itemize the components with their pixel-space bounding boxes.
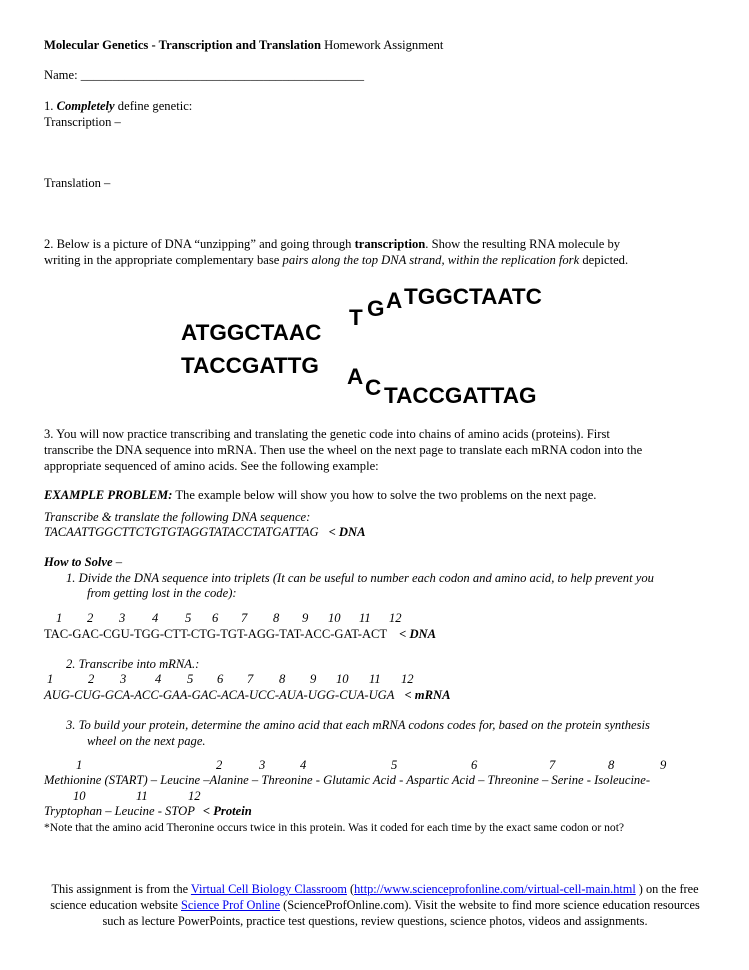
footer-text: science education website <box>50 897 181 912</box>
title-bold: Molecular Genetics - Transcription and Translation <box>44 38 321 52</box>
codon-number: 10 <box>336 672 349 686</box>
footer-text: (ScienceProfOnline.com). Visit the website to find more science education resources <box>280 897 700 912</box>
codon-number: 7 <box>241 611 248 625</box>
dna-codons: TAC-GAC-CGU-TGG-CTT-CTG-TGT-AGG-TAT-ACC-GAT-ACT <box>44 627 388 641</box>
q2-line2-a: writing in the appropriate complementary base <box>44 253 283 267</box>
mrna-codons-tag: < mRNA <box>404 688 451 702</box>
question-3-line-3: appropriate sequenced of amino acids. See the following example: <box>44 459 379 473</box>
amino-acid-number: 6 <box>471 758 478 772</box>
how-to-dash: – <box>112 555 123 569</box>
question-3-line-1: 3. You will now practice transcribing and translating the genetic code into chains of amino acids (proteins). First <box>44 427 610 441</box>
q2-text-a: 2. Below is a picture of DNA “unzipping” and going through <box>44 237 355 251</box>
footer-text: ( <box>346 882 355 896</box>
footer-text: ) on the free <box>635 882 699 896</box>
mrna-codon-numbers <box>0 672 749 688</box>
codon-number: 1 <box>47 672 54 686</box>
dna-fork-bottom-base-2: C <box>365 375 382 400</box>
title-rest: Homework Assignment <box>320 38 444 52</box>
how-to-label: How to Solve <box>44 555 113 569</box>
footer-text: This assignment is from the <box>51 882 191 896</box>
amino-acid-number: 5 <box>391 758 398 772</box>
q1-emphasis: Completely <box>56 99 115 113</box>
codon-number: 4 <box>155 672 162 686</box>
amino-acid-number: 11 <box>136 789 148 803</box>
translation-label: Translation – <box>44 176 111 190</box>
virtual-cell-main-url-link[interactable]: http://www.scienceprofonline.com/virtual-cell-main.html <box>354 882 636 896</box>
amino-acid-number: 1 <box>76 758 83 772</box>
question-1 <box>44 99 192 114</box>
amino-acid-number: 9 <box>660 758 667 772</box>
mrna-codons: AUG-CUG-GCA-ACC-GAA-GAC-ACA-UCC-AUA-UGG-CUA-UGA <box>44 688 395 702</box>
mrna-codon-row <box>44 688 450 703</box>
document-title <box>44 38 443 53</box>
dna-fork-bottom-base-1: A <box>347 364 364 389</box>
codon-number: 7 <box>247 672 254 686</box>
codon-number: 9 <box>310 672 317 686</box>
codon-number: 1 <box>56 611 63 625</box>
codon-number: 6 <box>217 672 224 686</box>
amino-acid-number: 2 <box>216 758 223 772</box>
question-3-line-2: transcribe the DNA sequence into mRNA. Then use the wheel on the next page to translate each mRNA codon into the <box>44 443 643 457</box>
q2-text-b: . Show the resulting RNA molecule by <box>425 237 621 251</box>
q2-bold: transcription <box>354 237 426 251</box>
q1-text: define genetic: <box>114 99 193 113</box>
codon-number: 8 <box>279 672 286 686</box>
dna-fork-top-base-2: G <box>367 296 385 321</box>
dna-codons-tag: < DNA <box>399 627 437 641</box>
step-1-line-2: from getting lost in the code): <box>87 586 237 600</box>
dna-fork-top-base-3: A <box>386 288 403 313</box>
step-3-line-1: 3. To build your protein, determine the amino acid that each mRNA codons codes for, based on the protein synthesis <box>66 718 650 732</box>
example-text: The example below will show you how to solve the two problems on the next page. <box>172 488 597 502</box>
how-to-solve-heading <box>44 555 122 570</box>
codon-number: 5 <box>185 611 192 625</box>
protein-line-2-text: Tryptophan – Leucine - STOP <box>44 804 195 818</box>
virtual-cell-biology-classroom-link[interactable]: Virtual Cell Biology Classroom <box>190 882 347 896</box>
amino-acid-number: 10 <box>73 789 86 803</box>
step-2: 2. Transcribe into mRNA.: <box>66 657 200 671</box>
protein-numbers-row-1 <box>0 758 749 774</box>
protein-line-2 <box>44 804 252 819</box>
footer-line-3: such as lecture PowerPoints, practice test questions, review questions, science photos, videos and assignments. <box>102 913 648 928</box>
footer-line-2 <box>40 898 710 914</box>
question-2-line-2 <box>44 253 628 268</box>
codon-number: 12 <box>401 672 414 686</box>
name-line: Name: _____________________________________________ <box>44 68 365 82</box>
amino-acid-number: 12 <box>188 789 201 803</box>
science-prof-online-link[interactable]: Science Prof Online <box>181 897 281 912</box>
step-3-line-2: wheel on the next page. <box>87 734 206 748</box>
dna-sequence-tag: < DNA <box>328 525 366 539</box>
codon-number: 10 <box>328 611 341 625</box>
codon-number: 8 <box>273 611 280 625</box>
footer-line-1 <box>40 882 710 898</box>
dna-right-bottom-strand: TACCGATTAG <box>384 383 537 408</box>
codon-number: 9 <box>302 611 309 625</box>
dna-codon-numbers <box>0 611 749 627</box>
codon-number: 11 <box>359 611 371 625</box>
dna-fork-top-base-1: T <box>349 305 363 330</box>
protein-tag: < Protein <box>202 804 252 818</box>
theronine-note: *Note that the amino acid Theronine occurs twice in this protein. Was it coded for each time by the exact same codon or not? <box>44 821 625 834</box>
example-dna-sequence <box>44 525 366 540</box>
codon-number: 2 <box>87 611 94 625</box>
codon-number: 3 <box>120 672 127 686</box>
amino-acid-number: 3 <box>259 758 266 772</box>
codon-number: 2 <box>88 672 95 686</box>
footer <box>40 882 710 930</box>
q1-number: 1. <box>44 99 57 113</box>
dna-left-top-strand: ATGGCTAAC <box>181 320 322 345</box>
amino-acid-number: 8 <box>608 758 615 772</box>
example-label: EXAMPLE PROBLEM: <box>44 488 173 502</box>
example-heading <box>44 488 596 503</box>
dna-codon-row <box>44 627 436 642</box>
codon-number: 4 <box>152 611 159 625</box>
example-instruction: Transcribe & translate the following DNA sequence: <box>44 510 311 524</box>
step-1-line-1: 1. Divide the DNA sequence into triplets (It can be useful to number each codon and amino acid, to help prevent you <box>66 571 654 585</box>
protein-numbers-row-2 <box>0 789 749 805</box>
protein-line-1: Methionine (START) – Leucine –Alanine – Threonine - Glutamic Acid - Aspartic Acid – Threonine – Serine - Isoleucine- <box>44 773 651 787</box>
codon-number: 12 <box>389 611 402 625</box>
transcription-label: Transcription – <box>44 115 121 129</box>
codon-number: 3 <box>119 611 126 625</box>
codon-number: 5 <box>187 672 194 686</box>
codon-number: 11 <box>369 672 381 686</box>
amino-acid-number: 4 <box>300 758 307 772</box>
codon-number: 6 <box>212 611 219 625</box>
question-2-line-1 <box>44 237 620 252</box>
q2-line2-b: depicted. <box>579 253 629 267</box>
dna-sequence-text: TACAATTGGCTTCTGTGTAGGTATACCTATGATTAG <box>44 525 319 539</box>
q2-line2-italic: pairs along the top DNA strand, within the replication fork <box>282 253 580 267</box>
amino-acid-number: 7 <box>549 758 556 772</box>
dna-right-top-strand: TGGCTAATC <box>404 284 542 309</box>
dna-left-bottom-strand: TACCGATTG <box>181 353 319 378</box>
